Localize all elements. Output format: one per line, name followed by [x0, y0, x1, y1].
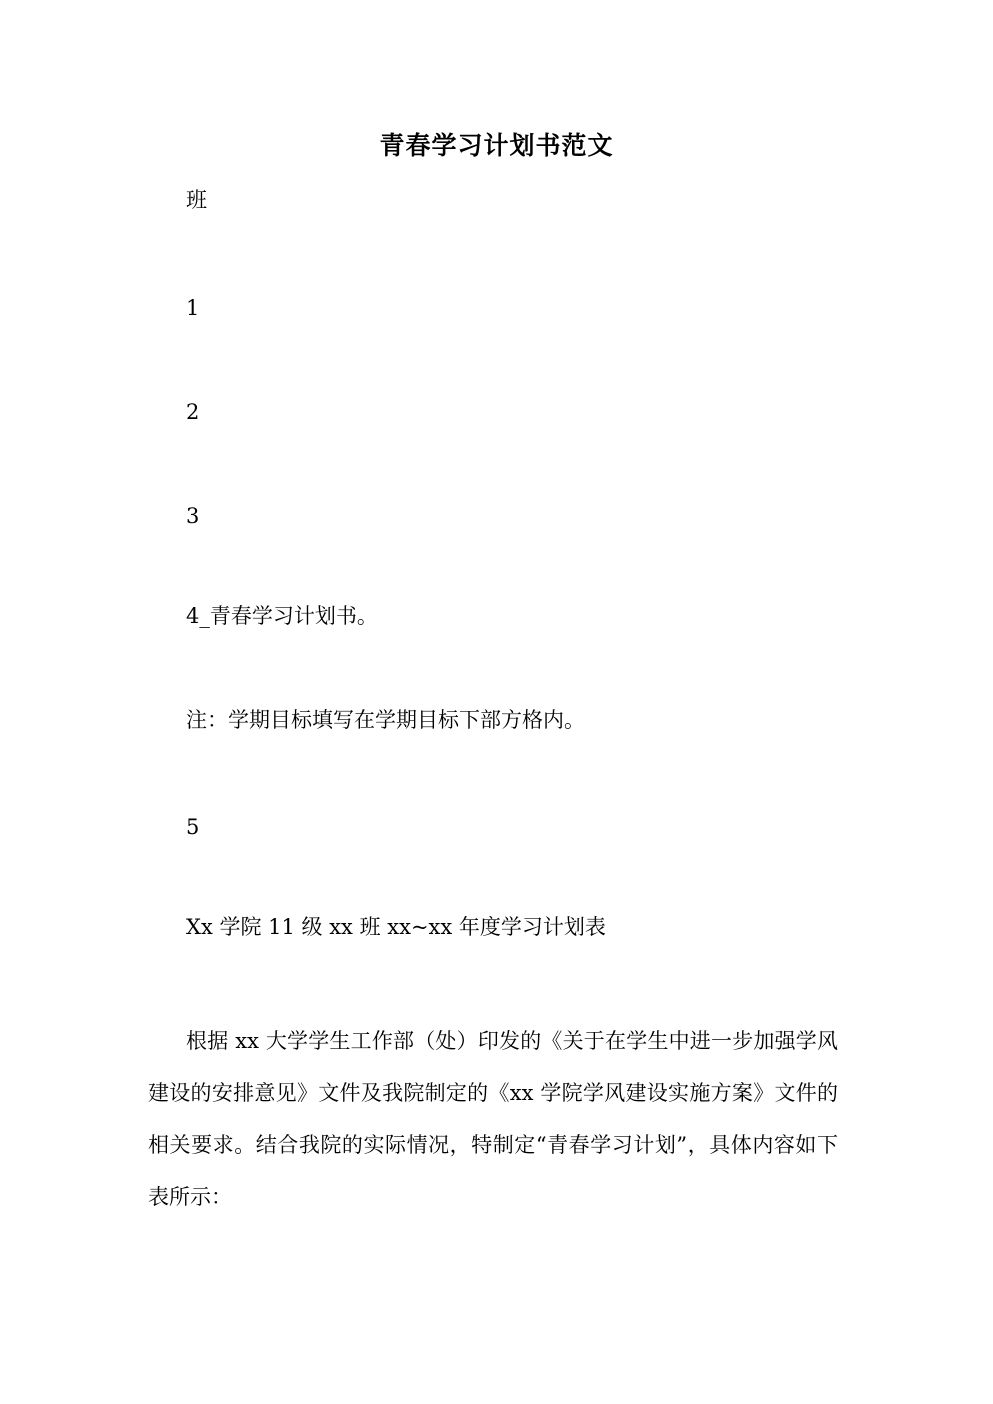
document-title: 青春学习计划书范文 — [379, 131, 614, 160]
line-ban: 班 — [186, 188, 207, 212]
line-item-4: 4_青春学习计划书。 — [186, 604, 378, 628]
line-item-3: 3 — [186, 504, 200, 528]
line-item-1: 1 — [186, 296, 200, 320]
line-item-2: 2 — [186, 400, 200, 424]
line-note: 注：学期目标填写在学期目标下部方格内。 — [186, 708, 585, 732]
body-paragraph: 根据 xx 大学学生工作部（处）印发的《关于在学生中进一步加强学风建设的安排意见》文件及我院制定的《xx 学院学风建设实施方案》文件的相关要求。结合我院的实际情况，特制定“青春学习计划”，具体内容如下表所示： — [148, 1029, 838, 1209]
line-item-5: 5 — [186, 815, 200, 839]
line-table-title: Xx 学院 11 级 xx 班 xx~xx 年度学习计划表 — [186, 915, 606, 939]
